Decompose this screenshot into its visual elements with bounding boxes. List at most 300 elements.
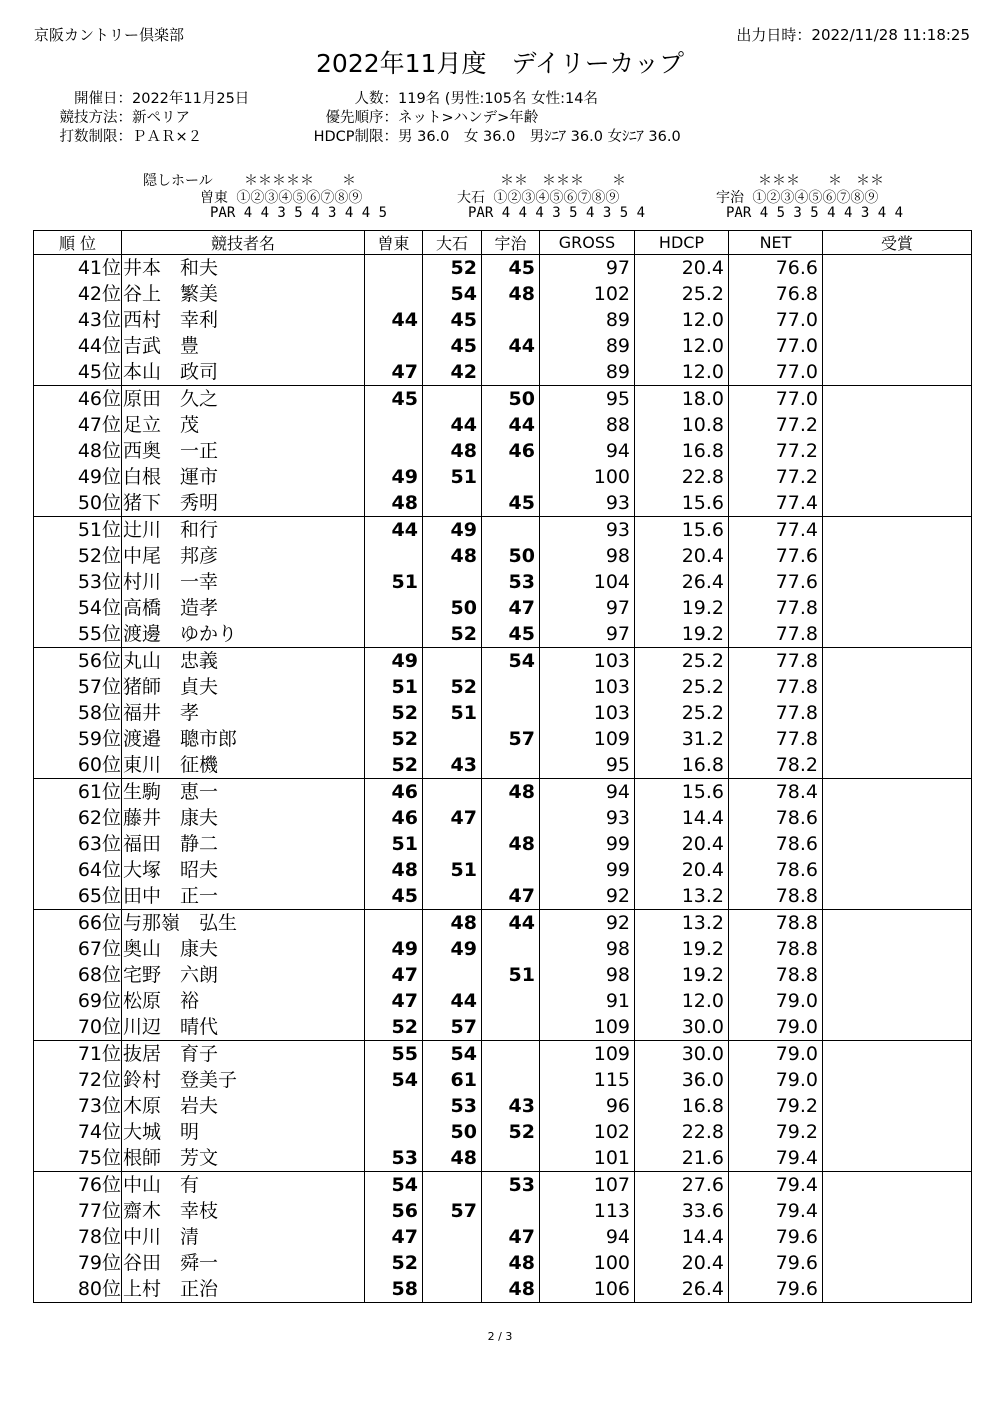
ooishi-score: 50 [423,1119,482,1145]
gross-score: 102 [540,281,635,307]
hdcp-value: 19.2 [635,936,729,962]
rank-cell: 48位 [34,438,122,464]
uji-score [482,1198,540,1224]
award-cell [823,988,972,1014]
uji-score: 57 [482,726,540,752]
table-row [34,779,972,806]
award-cell [823,1198,972,1224]
gross-score: 97 [540,621,635,648]
name-cell: 藤井 康夫 [122,805,365,831]
gross-score: 95 [540,752,635,779]
uji-score: 48 [482,1276,540,1303]
col-header-award: 受賞 [823,231,972,255]
rank-cell: 52位 [34,543,122,569]
gross-score: 98 [540,543,635,569]
course-2-holes: 大石 ①②③④⑤⑥⑦⑧⑨ [457,190,620,206]
ooishi-score [423,1276,482,1303]
gross-score: 98 [540,962,635,988]
uji-score: 54 [482,648,540,675]
ooishi-score: 43 [423,752,482,779]
table-row [34,307,972,333]
ooishi-score [423,490,482,517]
hdcp-value: 20.4 [635,255,729,282]
gross-score: 89 [540,333,635,359]
award-cell [823,464,972,490]
hdcp-value: 16.8 [635,1093,729,1119]
award-cell [823,1093,972,1119]
award-cell [823,333,972,359]
net-score: 79.4 [729,1172,823,1199]
award-cell [823,910,972,937]
ooishi-score [423,883,482,910]
rank-cell: 67位 [34,936,122,962]
table-row [34,281,972,307]
hdcp-value: 19.2 [635,595,729,621]
hdcp-value: 31.2 [635,726,729,752]
name-cell: 大城 明 [122,1119,365,1145]
uji-score: 43 [482,1093,540,1119]
hdcp-value: 20.4 [635,857,729,883]
ooishi-score: 51 [423,700,482,726]
rank-cell: 51位 [34,517,122,544]
sotou-score: 49 [365,648,423,675]
rank-cell: 59位 [34,726,122,752]
net-score: 76.6 [729,255,823,282]
name-cell: 中山 有 [122,1172,365,1199]
hdcp-value: 12.0 [635,988,729,1014]
net-score: 77.4 [729,490,823,517]
hdcp-value: 27.6 [635,1172,729,1199]
hdcp-value: 22.8 [635,1119,729,1145]
ooishi-score: 57 [423,1014,482,1041]
award-cell [823,281,972,307]
course-2-par: PAR 4 4 4 3 5 4 3 5 4 [468,205,646,221]
table-row [34,1250,972,1276]
rank-cell: 75位 [34,1145,122,1172]
award-cell [823,936,972,962]
net-score: 77.0 [729,359,823,386]
award-cell [823,726,972,752]
uji-score [482,359,540,386]
award-cell [823,883,972,910]
table-row [34,595,972,621]
col-header-ooishi: 大石 [423,231,482,255]
hdcp-value: 30.0 [635,1014,729,1041]
hdcp-value: 20.4 [635,543,729,569]
hdcp-value: 16.8 [635,752,729,779]
ooishi-score: 49 [423,936,482,962]
ooishi-score: 52 [423,621,482,648]
name-cell: 根師 芳文 [122,1145,365,1172]
rank-cell: 77位 [34,1198,122,1224]
name-cell: 猪下 秀明 [122,490,365,517]
name-cell: 足立 茂 [122,412,365,438]
ooishi-score: 57 [423,1198,482,1224]
info-people-value: 119名 (男性:105名 女性:14名 [398,91,598,107]
name-cell: 大塚 昭夫 [122,857,365,883]
net-score: 79.2 [729,1119,823,1145]
hdcp-value: 13.2 [635,910,729,937]
gross-score: 107 [540,1172,635,1199]
ooishi-score [423,648,482,675]
hdcp-value: 18.0 [635,386,729,413]
name-cell: 井本 和夫 [122,255,365,282]
net-score: 78.4 [729,779,823,806]
rank-cell: 55位 [34,621,122,648]
net-score: 79.2 [729,1093,823,1119]
ooishi-score: 49 [423,517,482,544]
table-row [34,1198,972,1224]
hdcp-value: 25.2 [635,674,729,700]
net-score: 78.6 [729,831,823,857]
gross-score: 94 [540,779,635,806]
award-cell [823,386,972,413]
name-cell: 木原 岩夫 [122,1093,365,1119]
rank-cell: 42位 [34,281,122,307]
name-cell: 谷上 繁美 [122,281,365,307]
table-row [34,543,972,569]
sotou-score: 47 [365,1224,423,1250]
ooishi-score [423,779,482,806]
gross-score: 95 [540,386,635,413]
rank-cell: 80位 [34,1276,122,1303]
info-priority-value: ネット>ハンデ>年齢 [398,110,539,126]
uji-score [482,700,540,726]
info-hdcp-value: 男 36.0 女 36.0 男ｼﾆｱ 36.0 女ｼﾆｱ 36.0 [398,129,681,145]
uji-score: 46 [482,438,540,464]
uji-score: 48 [482,779,540,806]
net-score: 77.0 [729,386,823,413]
net-score: 77.8 [729,700,823,726]
sotou-score: 44 [365,307,423,333]
ooishi-score: 45 [423,333,482,359]
net-score: 76.8 [729,281,823,307]
uji-score [482,752,540,779]
sotou-score: 52 [365,1014,423,1041]
table-row [34,700,972,726]
rank-cell: 69位 [34,988,122,1014]
course-1-par: PAR 4 4 3 5 4 3 4 4 5 [210,205,388,221]
award-cell [823,648,972,675]
course-2-marks: ＊＊ ＊＊＊ ＊ [500,173,626,189]
info-method-label: 競技方法： [59,110,132,126]
gross-score: 93 [540,490,635,517]
table-row [34,726,972,752]
rank-cell: 46位 [34,386,122,413]
table-row [34,1172,972,1199]
rank-cell: 78位 [34,1224,122,1250]
net-score: 77.2 [729,464,823,490]
table-header-row [34,231,972,255]
uji-score [482,674,540,700]
uji-score [482,1041,540,1068]
rank-cell: 44位 [34,333,122,359]
course-1-holes: 曽東 ①②③④⑤⑥⑦⑧⑨ [200,190,363,206]
table-row [34,517,972,544]
uji-score: 47 [482,595,540,621]
gross-score: 88 [540,412,635,438]
rank-cell: 65位 [34,883,122,910]
gross-score: 97 [540,595,635,621]
award-cell [823,1172,972,1199]
net-score: 79.6 [729,1224,823,1250]
name-cell: 辻川 和行 [122,517,365,544]
hdcp-value: 15.6 [635,779,729,806]
table-row [34,857,972,883]
sotou-score [365,910,423,937]
name-cell: 中尾 邦彦 [122,543,365,569]
ooishi-score: 54 [423,281,482,307]
name-cell: 福田 静二 [122,831,365,857]
table-row [34,333,972,359]
rank-cell: 54位 [34,595,122,621]
ooishi-score: 51 [423,857,482,883]
name-cell: 西奥 一正 [122,438,365,464]
hdcp-value: 20.4 [635,831,729,857]
name-cell: 猪師 貞夫 [122,674,365,700]
info-priority-label: 優先順序： [325,110,398,126]
table-row [34,936,972,962]
net-score: 77.0 [729,333,823,359]
sotou-score: 49 [365,464,423,490]
course-1-marks: ＊＊＊＊＊ ＊ [244,173,356,189]
award-cell [823,490,972,517]
hdcp-value: 22.8 [635,464,729,490]
name-cell: 生駒 恵一 [122,779,365,806]
sotou-score: 51 [365,831,423,857]
net-score: 77.2 [729,412,823,438]
ooishi-score: 48 [423,1145,482,1172]
name-cell: 白根 運市 [122,464,365,490]
award-cell [823,595,972,621]
gross-score: 109 [540,1014,635,1041]
hdcp-value: 12.0 [635,307,729,333]
name-cell: 渡邊 ゆかり [122,621,365,648]
info-method-value: 新ペリア [132,110,190,126]
net-score: 78.2 [729,752,823,779]
gross-score: 103 [540,648,635,675]
rank-cell: 64位 [34,857,122,883]
gross-score: 101 [540,1145,635,1172]
info-limit-value: ＰＡＲ×２ [132,129,203,145]
net-score: 78.6 [729,805,823,831]
col-header-hdcp: HDCP [635,231,729,255]
sotou-score: 54 [365,1067,423,1093]
name-cell: 川辺 晴代 [122,1014,365,1041]
hdcp-value: 21.6 [635,1145,729,1172]
ooishi-score [423,831,482,857]
sotou-score [365,255,423,282]
award-cell [823,412,972,438]
award-cell [823,1067,972,1093]
uji-score: 45 [482,255,540,282]
table-row [34,359,972,386]
rank-cell: 50位 [34,490,122,517]
sotou-score: 51 [365,569,423,595]
uji-score: 48 [482,281,540,307]
info-limit-label: 打数制限： [59,129,132,145]
uji-score: 48 [482,1250,540,1276]
table-row [34,1276,972,1303]
gross-score: 91 [540,988,635,1014]
sotou-score [365,595,423,621]
info-hdcp-label: HDCP制限： [313,129,398,145]
uji-score [482,936,540,962]
rank-cell: 72位 [34,1067,122,1093]
hdcp-value: 26.4 [635,1276,729,1303]
ooishi-score: 52 [423,255,482,282]
hdcp-value: 19.2 [635,621,729,648]
club-name: 京阪カントリー倶楽部 [34,26,185,44]
name-cell: 本山 政司 [122,359,365,386]
name-cell: 高橋 造孝 [122,595,365,621]
gross-score: 103 [540,674,635,700]
sotou-score: 47 [365,988,423,1014]
rank-cell: 62位 [34,805,122,831]
name-cell: 上村 正治 [122,1276,365,1303]
net-score: 77.4 [729,517,823,544]
sotou-score [365,1119,423,1145]
table-row [34,831,972,857]
award-cell [823,359,972,386]
gross-score: 99 [540,857,635,883]
table-row [34,648,972,675]
uji-score: 50 [482,386,540,413]
award-cell [823,1041,972,1068]
gross-score: 92 [540,910,635,937]
uji-score: 53 [482,1172,540,1199]
gross-score: 93 [540,805,635,831]
sotou-score: 52 [365,1250,423,1276]
uji-score: 52 [482,1119,540,1145]
name-cell: 鈴村 登美子 [122,1067,365,1093]
sotou-score: 52 [365,726,423,752]
hdcp-value: 13.2 [635,883,729,910]
hdcp-value: 10.8 [635,412,729,438]
net-score: 79.0 [729,988,823,1014]
ooishi-score: 44 [423,412,482,438]
ooishi-score: 48 [423,438,482,464]
page-title: 2022年11月度 デイリーカップ [316,49,684,78]
rank-cell: 47位 [34,412,122,438]
award-cell [823,569,972,595]
net-score: 79.6 [729,1250,823,1276]
award-cell [823,621,972,648]
col-header-rank: 順 位 [34,231,122,255]
award-cell [823,805,972,831]
name-cell: 吉武 豊 [122,333,365,359]
table-row [34,412,972,438]
sotou-score [365,438,423,464]
net-score: 78.6 [729,857,823,883]
info-people-label: 人数： [354,91,398,107]
table-row [34,255,972,282]
sotou-score: 47 [365,962,423,988]
ooishi-score: 52 [423,674,482,700]
net-score: 78.8 [729,936,823,962]
uji-score: 47 [482,883,540,910]
table-row [34,988,972,1014]
rank-cell: 53位 [34,569,122,595]
table-row [34,1014,972,1041]
hdcp-value: 15.6 [635,490,729,517]
gross-score: 113 [540,1198,635,1224]
hdcp-value: 33.6 [635,1198,729,1224]
results-table [33,230,972,1303]
ooishi-score: 44 [423,988,482,1014]
net-score: 77.8 [729,621,823,648]
ooishi-score: 54 [423,1041,482,1068]
uji-score [482,517,540,544]
award-cell [823,857,972,883]
table-row [34,464,972,490]
table-row [34,1093,972,1119]
hdcp-value: 20.4 [635,1250,729,1276]
name-cell: 福井 孝 [122,700,365,726]
ooishi-score: 47 [423,805,482,831]
rank-cell: 63位 [34,831,122,857]
sotou-score: 51 [365,674,423,700]
ooishi-score: 48 [423,543,482,569]
award-cell [823,831,972,857]
gross-score: 109 [540,726,635,752]
name-cell: 東川 征機 [122,752,365,779]
uji-score: 51 [482,962,540,988]
ooishi-score: 61 [423,1067,482,1093]
hdcp-value: 25.2 [635,648,729,675]
hidden-holes-label: 隠しホール [143,173,213,189]
sotou-score: 46 [365,779,423,806]
gross-score: 97 [540,255,635,282]
uji-score: 48 [482,831,540,857]
net-score: 77.0 [729,307,823,333]
award-cell [823,1276,972,1303]
name-cell: 宅野 六朗 [122,962,365,988]
net-score: 77.6 [729,569,823,595]
hdcp-value: 12.0 [635,333,729,359]
hdcp-value: 30.0 [635,1041,729,1068]
name-cell: 丸山 忠義 [122,648,365,675]
table-row [34,438,972,464]
net-score: 77.2 [729,438,823,464]
name-cell: 原田 久之 [122,386,365,413]
sotou-score: 48 [365,857,423,883]
name-cell: 抜居 育子 [122,1041,365,1068]
sotou-score: 45 [365,883,423,910]
ooishi-score: 53 [423,1093,482,1119]
hdcp-value: 14.4 [635,805,729,831]
ooishi-score [423,1172,482,1199]
table-row [34,621,972,648]
rank-cell: 66位 [34,910,122,937]
course-3-holes: 宇治 ①②③④⑤⑥⑦⑧⑨ [716,190,879,206]
table-row [34,1145,972,1172]
sotou-score: 53 [365,1145,423,1172]
hdcp-value: 26.4 [635,569,729,595]
uji-score [482,1014,540,1041]
award-cell [823,1250,972,1276]
sotou-score [365,621,423,648]
award-cell [823,779,972,806]
table-row [34,490,972,517]
gross-score: 89 [540,359,635,386]
uji-score: 50 [482,543,540,569]
printed-timestamp: 出力日時：2022/11/28 11:18:25 [736,26,970,44]
sotou-score: 45 [365,386,423,413]
hdcp-value: 25.2 [635,281,729,307]
net-score: 79.4 [729,1145,823,1172]
rank-cell: 61位 [34,779,122,806]
